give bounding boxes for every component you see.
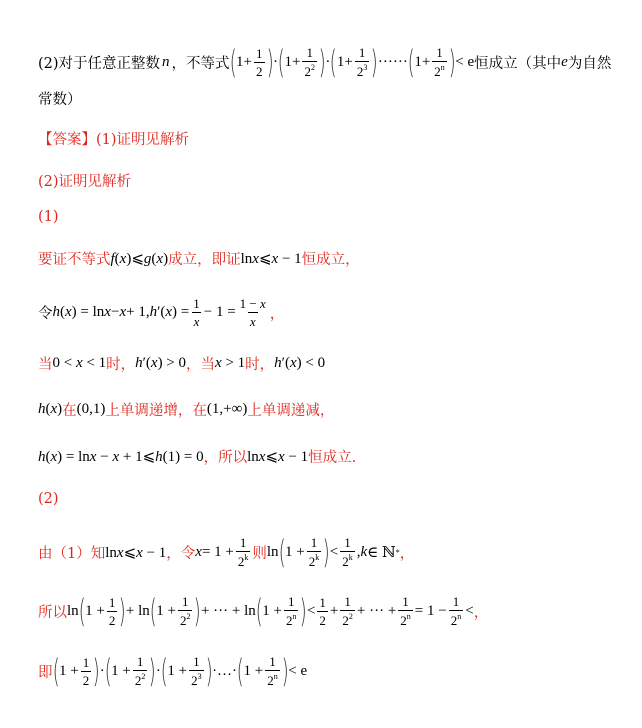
sol2-line-1: 由（1）知 lnx⩽x − 1 ，令 x = 1 + $\frac{1}{2^k}$ 则 ln ( 1 + $\frac{1}{2^k}$ ) < $\frac{1}{2^k}$ , k ∈ ℕ * ， bbox=[38, 533, 415, 571]
problem-line-1 bbox=[38, 42, 611, 82]
sol2-label bbox=[38, 491, 59, 507]
math-ln-le: lnx⩽x − 1 bbox=[240, 251, 302, 267]
answer-part2 bbox=[38, 170, 131, 191]
problem-line-2 bbox=[38, 88, 82, 109]
math-h-max: h(x) = lnx − x + 1⩽h(1) = 0 bbox=[38, 449, 204, 465]
sol1-line-2 bbox=[38, 290, 285, 334]
sol1-l5-a: ，所以 bbox=[203, 450, 248, 466]
sol1-label bbox=[38, 209, 59, 225]
sol2-l1-b: ，令 bbox=[166, 545, 196, 562]
sol1-l5-b: 恒成立. bbox=[308, 450, 357, 466]
math-f-le-g: f(x)⩽g(x) bbox=[110, 251, 169, 267]
math-hprime-pos: h′(x) > 0 bbox=[135, 355, 187, 371]
sol1-l2-a: 令 bbox=[38, 305, 53, 322]
sol1-line-3 bbox=[38, 353, 325, 374]
answer-header bbox=[38, 128, 189, 149]
sol2-l3-a: 即 bbox=[38, 664, 53, 681]
answer-part2-text: (2)证明见解析 bbox=[38, 174, 132, 190]
sol1-l1-b: 成立，即证 bbox=[168, 252, 241, 268]
math-interval-01: (0,1) bbox=[76, 401, 106, 417]
answer-header-text: 【答案】(1)证明见解析 bbox=[38, 132, 190, 148]
var-e: e bbox=[561, 53, 568, 70]
sol1-l3-c: ，当 bbox=[186, 357, 216, 373]
math-hx: h(x) bbox=[38, 401, 63, 417]
math-ln-le-2: lnx⩽x − 1 bbox=[247, 449, 309, 465]
math-ln-le-3: lnx⩽x − 1 bbox=[105, 544, 167, 561]
math-x-sub: x = 1 + $\frac{1}{2^k}$ bbox=[195, 535, 249, 569]
sol1-l4-a: 在 bbox=[62, 403, 77, 419]
sol2-l1-a: 由（1）知 bbox=[38, 545, 106, 562]
math-interval-1-inf: (1,+∞) bbox=[206, 401, 248, 417]
comma: ， bbox=[171, 55, 187, 72]
ineq-word: 不等式 bbox=[186, 55, 230, 72]
problem-line-2-text: 常数） bbox=[38, 92, 82, 108]
sol2-l1-c: 则 bbox=[252, 545, 267, 562]
sol1-l3-a: 当 bbox=[38, 357, 53, 373]
sol2-line-3 bbox=[38, 648, 307, 694]
sol1-l3-d: 时， bbox=[245, 357, 275, 373]
math-hprime-neg: h′(x) < 0 bbox=[274, 355, 326, 371]
product-expression: ( 1+ $\frac{1}{2}$ ) · ( 1+ $\frac{1}{2^2}$ ) · ( 1+ $\frac{1}{2^3}$ ) ······ ( 1+ $\frac{1}{2^n}$ ) < e bbox=[229, 43, 475, 81]
math-ln-bound: ln ( 1 + $\frac{1}{2^k}$ ) < $\frac{1}{2^k}$ , k ∈ ℕ * bbox=[266, 533, 400, 571]
problem-label: (2)对于任意正整数 bbox=[38, 55, 161, 72]
sol2-label-text: (2) bbox=[38, 491, 59, 507]
sol1-line-1 bbox=[38, 248, 360, 269]
sol1-l1-c: 恒成立， bbox=[301, 252, 360, 268]
math-h-def: h ( x ) = ln x − x + 1, h ′( x ) = $\frac{1}{x}$ − 1 = $\frac{1 - x}{x}$ ， bbox=[52, 295, 285, 329]
sol1-line-4 bbox=[38, 399, 334, 420]
math-sum-ln: ln ( 1 + $\frac{1}{2}$ ) + ln ( 1 + $\frac{1}{2^2}$ ) + ··· + ln ( 1 + $\frac{1}{2^n}$ ) < $\frac{1}{2}$ + $\frac{1}{2^2}$ + ··· + $\frac{1}{2^n}$ = 1 − $\frac{1}{2^n}$ < bbox=[67, 592, 474, 630]
problem-tail2: 为自然 bbox=[567, 55, 612, 72]
problem-tail: 恒成立（其中 bbox=[474, 55, 562, 72]
math-x-gt-1: x > 1 bbox=[215, 355, 246, 371]
sol2-line-2: 所以 ln ( 1 + $\frac{1}{2}$ ) + ln ( 1 + $\frac{1}{2^2}$ ) + ··· + ln ( 1 + $\frac{1}{2^n}$ ) < $\frac{1}{2}$ + $\frac{1}{2^2}$ + ··· + $\frac{1}{2^n}$ = 1 − $\frac{1}{2^n}$ < ， bbox=[38, 592, 489, 630]
sol2-l2-a: 所以 bbox=[38, 604, 67, 621]
var-n: n bbox=[162, 53, 170, 70]
sol1-l3-b: 时， bbox=[106, 357, 136, 373]
sol1-line-5 bbox=[38, 446, 356, 467]
sol1-l4-b: 上单调递增，在 bbox=[105, 403, 207, 419]
sol1-label-text: (1) bbox=[38, 209, 59, 225]
sol1-l1-a: 要证不等式 bbox=[38, 252, 111, 268]
sol1-l4-c: 上单调递减， bbox=[247, 403, 335, 419]
math-0-lt-x-lt-1: 0 < x < 1 bbox=[52, 355, 107, 371]
math-product-final: ( 1 + $\frac{1}{2}$ ) · ( 1 + $\frac{1}{2^2}$ ) · ( 1 + $\frac{1}{2^3}$ ) ·…· ( 1 + $\frac{1}{2^n}$ ) < e bbox=[52, 652, 308, 690]
